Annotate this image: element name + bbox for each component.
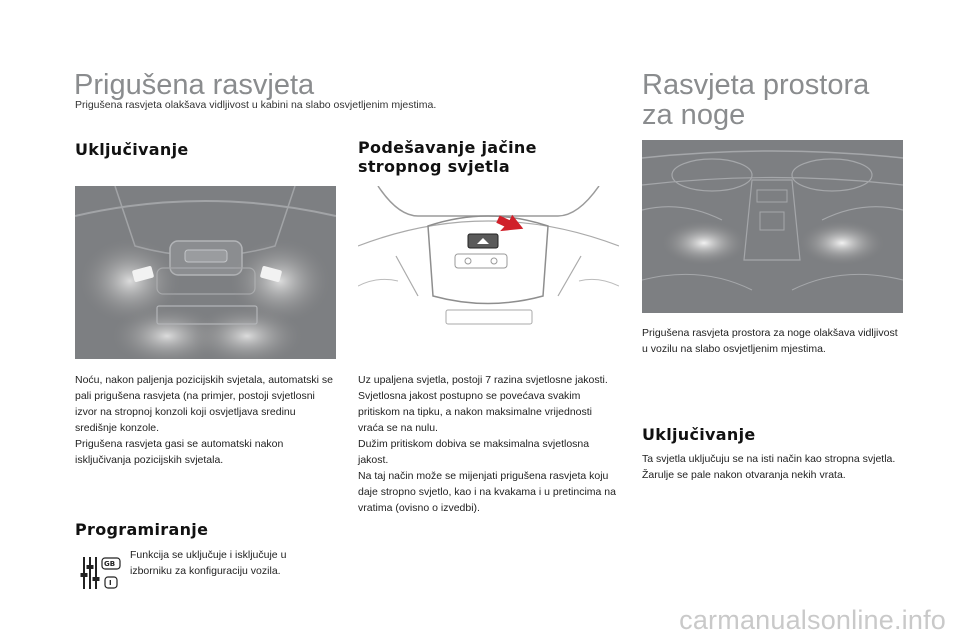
footwell-title-line1: Rasvjeta prostora [642,69,870,101]
footwell-ukljucivanje-text: Ta svjetla uključuju se na isti način kao stropna svjetla. Žarulje se pale nakon otvaranja nekih vrata. [642,453,896,481]
programiranje-heading: Programiranje [75,520,209,539]
ukljucivanje-text: Noću, nakon paljenja pozicijskih svjetala, automatski se pali prigušena rasvjeta (na primjer, postoji svjetlosni izvor na stropnoj konzoli koji osvjetljava sredinu središnje konzole. Prigušena rasvjeta gasi se automatski nakon isključivanja pozicijskih svjetala. [75,374,333,466]
settings-menu-label-gb: GB [104,560,116,568]
podesavanje-heading-line2: stropnog svjetla [358,157,510,176]
ceiling-console-illustration [75,186,336,359]
footwell-illustration [642,140,903,313]
podesavanje-heading [358,138,537,176]
footwell-ukljucivanje-heading: Uključivanje [642,425,756,444]
programiranje-text: Funkcija se uključuje i isključuje u izborniku za konfiguraciju vozila. [130,549,287,577]
podesavanje-heading-line1: Podešavanje jačine [358,138,537,157]
button-closeup-illustration [358,186,619,346]
watermark: carmanualsonline.info [679,605,946,635]
footwell-title-line2: za noge [642,99,746,131]
page-title: Prigušena rasvjeta [74,69,315,101]
ukljucivanje-heading: Uključivanje [75,140,189,159]
footwell-title [642,70,869,130]
footwell-text: Prigušena rasvjeta prostora za noge olakšava vidljivost u vozilu na slabo osvjetljenim mjestima. [642,327,898,355]
settings-menu-icon [77,553,123,593]
settings-menu-label-i: I [109,579,112,587]
page-intro: Prigušena rasvjeta olakšava vidljivost u kabini na slabo osvjetljenim mjestima. [75,99,437,111]
podesavanje-text: Uz upaljena svjetla, postoji 7 razina svjetlosne jakosti. Svjetlosna jakost postupno se povećava svakim pritiskom na tipku, a nakon maksimalne vrijednosti vraća se na nulu. Dužim pritiskom dobiva se maksimalna svjetlosna jakost. Na taj način može se mijenjati prigušena rasvjeta koju daje stropno svjetlo, kao i na kvakama i u pretincima na vratima (ovisno o izvedbi). [358,374,616,514]
